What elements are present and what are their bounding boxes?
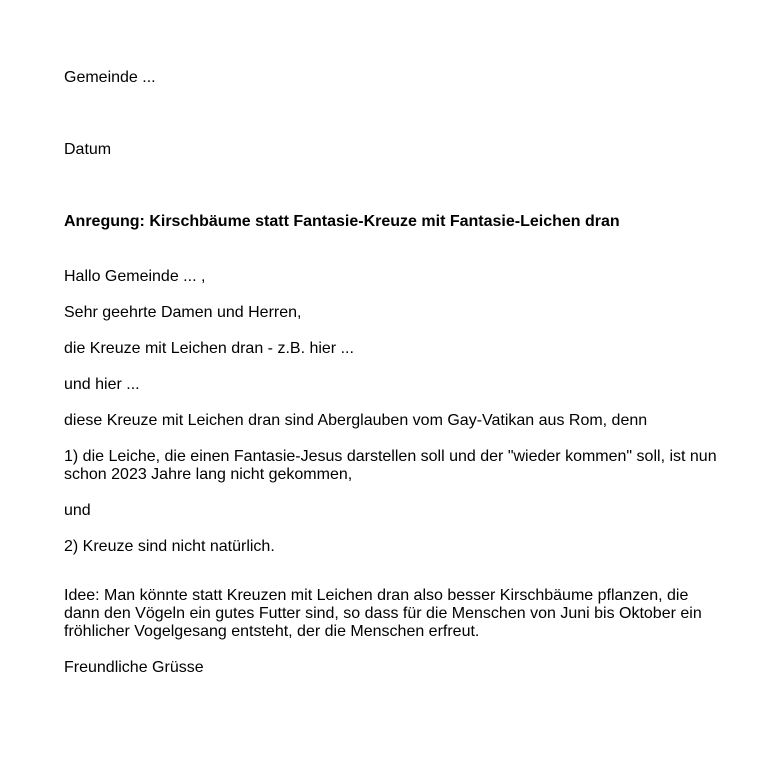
point-two-line: 2) Kreuze sind nicht natürlich. [64, 538, 275, 555]
paragraph-examples: die Kreuze mit Leichen dran - z.B. hier ... [64, 340, 354, 357]
subject-line: Anregung: Kirschbäume statt Fantasie-Kreuze mit Fantasie-Leichen dran [64, 213, 620, 230]
connector-line: und [64, 502, 91, 519]
salutation-line: Sehr geehrte Damen und Herren, [64, 304, 302, 321]
date-line: Datum [64, 141, 112, 158]
paragraph-more-examples: und hier ... [64, 376, 140, 393]
idea-line-1: Idee: Man könnte statt Kreuzen mit Leichen dran also besser Kirschbäume pflanzen, die [64, 587, 689, 604]
paragraph-claim: diese Kreuze mit Leichen dran sind Aberglauben vom Gay-Vatikan aus Rom, denn [64, 412, 648, 429]
recipient-line: Gemeinde ... [64, 69, 156, 86]
greeting-line: Hallo Gemeinde ... , [64, 268, 206, 285]
closing-line: Freundliche Grüsse [64, 659, 204, 676]
point-one-line-2: schon 2023 Jahre lang nicht gekommen, [64, 466, 353, 483]
point-one-line-1: 1) die Leiche, die einen Fantasie-Jesus darstellen soll und der "wieder kommen" soll, ist nun [64, 448, 717, 465]
idea-line-2: dann den Vögeln ein gutes Futter sind, so dass für die Menschen von Juni bis Oktober ein [64, 605, 702, 622]
idea-line-3: fröhlicher Vogelgesang entsteht, der die Menschen erfreut. [64, 623, 480, 640]
